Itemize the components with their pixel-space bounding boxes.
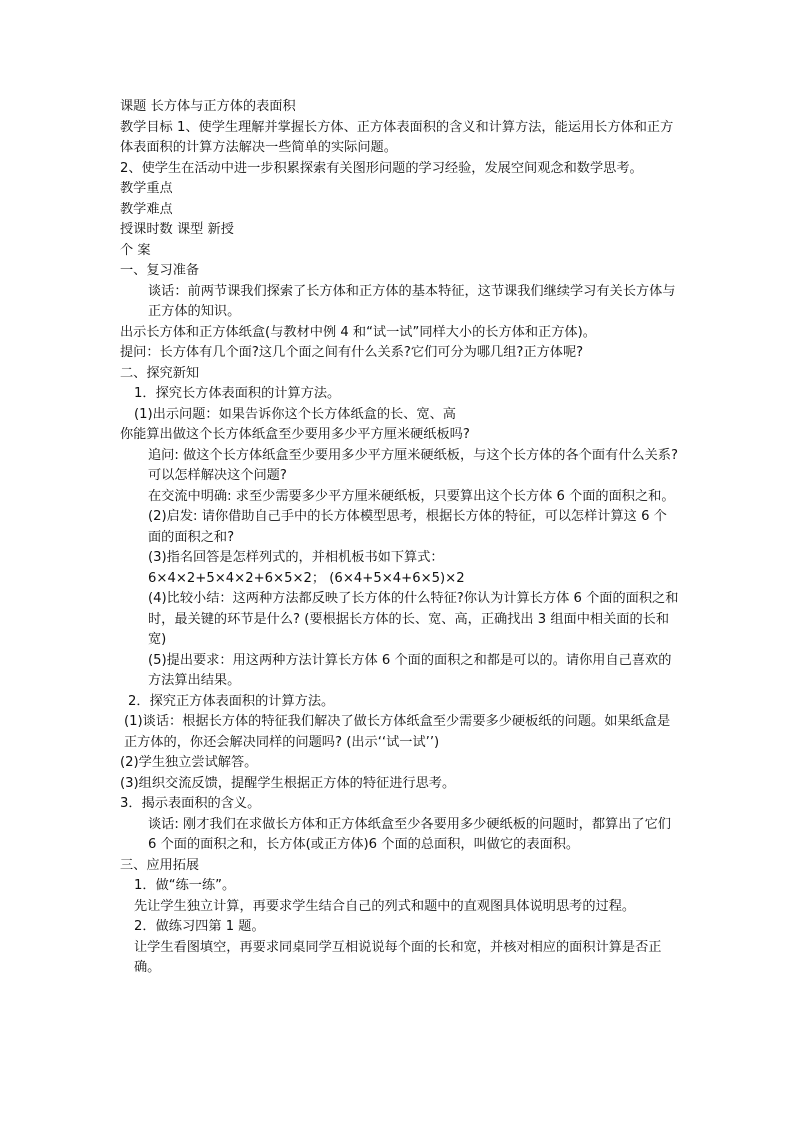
individual-plan-heading: 个 案 — [120, 242, 151, 258]
subheading-surface-area-meaning: 3．揭示表面积的含义。 — [120, 796, 261, 811]
paragraph-talk-intro: 谈话：前两节课我们探索了长方体和正方体的基本特征，这节课我们继续学习有关长方体与正方体的知识。 — [148, 283, 676, 319]
cube-step-1-talk: (1)谈话：根据长方体的特征我们解决了做长方体纸盒至少需要多少硬板纸的问题。如果纸盒是正方体的，你还会解决同样的问题吗? (出示‘‘试一试’’) — [124, 714, 671, 750]
cube-step-3: (3)组织交流反馈，提醒学生根据正方体的特征进行思考。 — [120, 775, 456, 791]
step-1-question: 你能算出做这个长方体纸盒至少要用多少平方厘米硬纸板吗? — [120, 427, 470, 442]
step-5-request: (5)提出要求：用这两种方法计算长方体 6 个面的面积之和都是可以的。请你用自己喜欢的方法算出结果。 — [148, 652, 672, 688]
exercise-1-text: 先让学生独立计算，再要求学生结合自己的列式和题中的直观图具体说明思考的过程。 — [134, 898, 636, 914]
exercise-2-text: 让学生看图填空，再要求同桌同学互相说说每个面的长和宽，并核对相应的面积计算是否正确。 — [134, 939, 662, 975]
section-heading-explore: 二、探究新知 — [120, 365, 200, 381]
class-hours-type: 授课时数 课型 新授 — [120, 222, 234, 237]
teaching-focus: 教学重点 — [120, 181, 173, 196]
cube-step-2: (2)学生独立尝试解答。 — [120, 755, 258, 770]
paragraph-surface-area-definition: 谈话: 刚才我们在求做长方体和正方体纸盒至少各要用多少硬纸板的问题时，都算出了它们 6 个面的面积之和，长方体(或正方体)6 个面的总面积，叫做它的表面积。 — [148, 816, 671, 852]
exercise-2-heading: 2．做练习四第 1 题。 — [134, 919, 265, 934]
subheading-cube-area: 2．探究正方体表面积的计算方法。 — [128, 693, 335, 709]
subheading-cuboid-area: 1．探究长方体表面积的计算方法。 — [134, 386, 341, 401]
step-4-summary: (4)比较小结：这两种方法都反映了长方体的什么特征?你认为计算长方体 6 个面的面积之和时，最关键的环节是什么? (要根据长方体的长、宽、高，正确找出 3 组面中相关面的长和宽) — [148, 591, 679, 647]
exercise-1-heading: 1．做“练一练”。 — [134, 878, 236, 893]
step-3-answer: (3)指名回答是怎样列式的，并相机板书如下算式： — [148, 550, 444, 565]
teaching-goal-1: 教学目标 1、使学生理解并掌握长方体、正方体表面积的含义和计算方法，能运用长方体和正方体表面积的计算方法解决一些简单的实际问题。 — [120, 119, 674, 155]
formula-line: 6×4×2+5×4×2+6×5×2； (6×4+5×4+6×5)×2 — [148, 570, 465, 586]
section-heading-apply: 三、应用拓展 — [120, 857, 200, 873]
paragraph-clarify: 在交流中明确: 求至少需要多少平方厘米硬纸板，只要算出这个长方体 6 个面的面积之和。 — [148, 488, 675, 504]
step-1-show-problem: (1)出示问题：如果告诉你这个长方体纸盒的长、宽、高 — [134, 406, 456, 422]
paragraph-question-faces: 提问：长方体有几个面?这几个面之间有什么关系?它们可分为哪几组?正方体呢? — [120, 345, 584, 360]
teaching-goal-2: 2、使学生在活动中进一步积累探索有关图形问题的学习经验，发展空间观念和数学思考。 — [120, 160, 643, 176]
lesson-title: 课题 长方体与正方体的表面积 — [120, 99, 296, 114]
section-heading-review: 一、复习准备 — [120, 263, 200, 278]
step-2-inspire: (2)启发: 请你借助自己手中的长方体模型思考，根据长方体的特征，可以怎样计算这 6 个面的面积之和? — [148, 509, 667, 545]
paragraph-follow-up: 追问: 做这个长方体纸盒至少要用多少平方厘米硬纸板，与这个长方体的各个面有什么关系?可以怎样解决这个问题? — [148, 447, 678, 483]
teaching-difficulty: 教学难点 — [120, 201, 173, 217]
lesson-plan-text — [120, 97, 680, 979]
paragraph-show-boxes: 出示长方体和正方体纸盒(与教材中例 4 和“试一试”同样大小的长方体和正方体)。 — [120, 324, 596, 340]
